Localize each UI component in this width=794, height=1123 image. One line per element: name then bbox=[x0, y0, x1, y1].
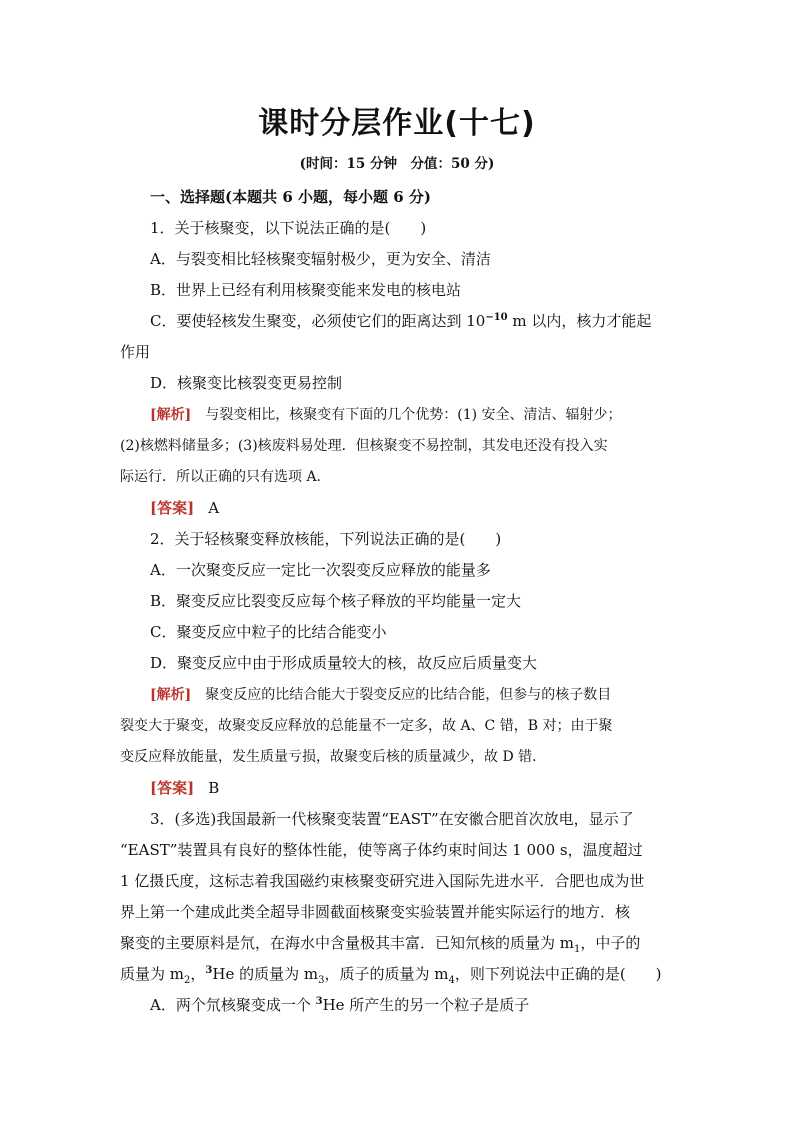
question-3-stem-line-2: “EAST”装置具有良好的整体性能，使等离子体约束时间达 1 000 s，温度超过 bbox=[120, 841, 643, 859]
question-2-option-a: A．一次聚变反应一定比一次裂变反应释放的能量多 bbox=[150, 561, 491, 579]
question-2-stem: 2．关于轻核聚变释放核能，下列说法正确的是( ) bbox=[150, 530, 502, 548]
analysis-tag: [解析] bbox=[150, 407, 192, 423]
question-1-analysis: [解析] 与裂变相比，核聚变有下面的几个优势：(1) 安全、清洁、辐射少； bbox=[150, 407, 622, 423]
question-1-option-b: B．世界上已经有利用核聚变能来发电的核电站 bbox=[150, 281, 462, 299]
question-1-option-c-continued: 作用 bbox=[120, 343, 151, 361]
analysis-tag: [解析] bbox=[150, 687, 192, 703]
question-3-stem-line-3: 1 亿摄氏度，这标志着我国磁约束核聚变研究进入国际先进水平．合肥也成为世 bbox=[120, 872, 645, 890]
question-2-analysis-line-2: 裂变大于聚变，故聚变反应释放的总能量不一定多，故 A、C 错，B 对；由于聚 bbox=[120, 718, 613, 734]
answer-tag: [答案] bbox=[150, 499, 195, 517]
section-heading: 一、选择题(本题共 6 小题，每小题 6 分) bbox=[150, 188, 431, 206]
question-3-stem-line-4: 界上第一个建成此类全超导非圆截面核聚变实验装置并能实际运行的地方．核 bbox=[120, 903, 631, 921]
question-3-option-a: A．两个氘核聚变成一个 $^3$He 所产生的另一个粒子是质子 bbox=[150, 996, 530, 1014]
question-2-option-d: D．聚变反应中由于形成质量较大的核，故反应后质量变大 bbox=[150, 654, 538, 672]
time-score-info: (时间：15 分钟 分值：50 分) bbox=[299, 156, 495, 172]
question-1-option-c: C．要使轻核发生聚变，必须使它们的距离达到 $10^{-10}$ m 以内，核力才能起 bbox=[150, 312, 652, 330]
answer-tag: [答案] bbox=[150, 779, 195, 797]
question-2-option-b: B．聚变反应比裂变反应每个核子释放的平均能量一定大 bbox=[150, 592, 522, 610]
question-2-analysis-line-3: 变反应释放能量，发生质量亏损，故聚变后核的质量减少，故 D 错． bbox=[120, 749, 547, 765]
question-1-answer: [答案] A bbox=[150, 499, 220, 517]
question-1-analysis-line-2: (2)核燃料储量多；(3)核废料易处理．但核聚变不易控制，其发电还没有投入实 bbox=[120, 438, 608, 454]
page-title: 课时分层作业(十七) bbox=[258, 106, 536, 141]
question-1-stem: 1．关于核聚变，以下说法正确的是( ) bbox=[150, 219, 427, 237]
question-3-stem: 3．(多选)我国最新一代核聚变装置“EAST”在安徽合肥首次放电，显示了 bbox=[150, 810, 634, 828]
question-1-option-a: A．与裂变相比轻核聚变辐射极少，更为安全、清洁 bbox=[150, 250, 491, 268]
question-2-option-c: C．聚变反应中粒子的比结合能变小 bbox=[150, 623, 387, 641]
exponent: −10 bbox=[485, 312, 508, 323]
question-2-answer: [答案] B bbox=[150, 779, 220, 797]
question-3-stem-line-6: 质量为 $m_2$，$^3$He 的质量为 $m_3$，质子的质量为 $m_4$，则下列说法中正确的是( ) bbox=[120, 965, 662, 986]
question-3-stem-line-5: 聚变的主要原料是氘，在海水中含量极其丰富．已知氘核的质量为 $m_1$，中子的 bbox=[120, 934, 641, 955]
question-2-analysis: [解析] 聚变反应的比结合能大于裂变反应的比结合能，但参与的核子数目 bbox=[150, 687, 612, 703]
question-1-option-d: D．核聚变比核裂变更易控制 bbox=[150, 374, 343, 392]
question-1-analysis-line-3: 际运行．所以正确的只有选项 A. bbox=[120, 469, 322, 485]
